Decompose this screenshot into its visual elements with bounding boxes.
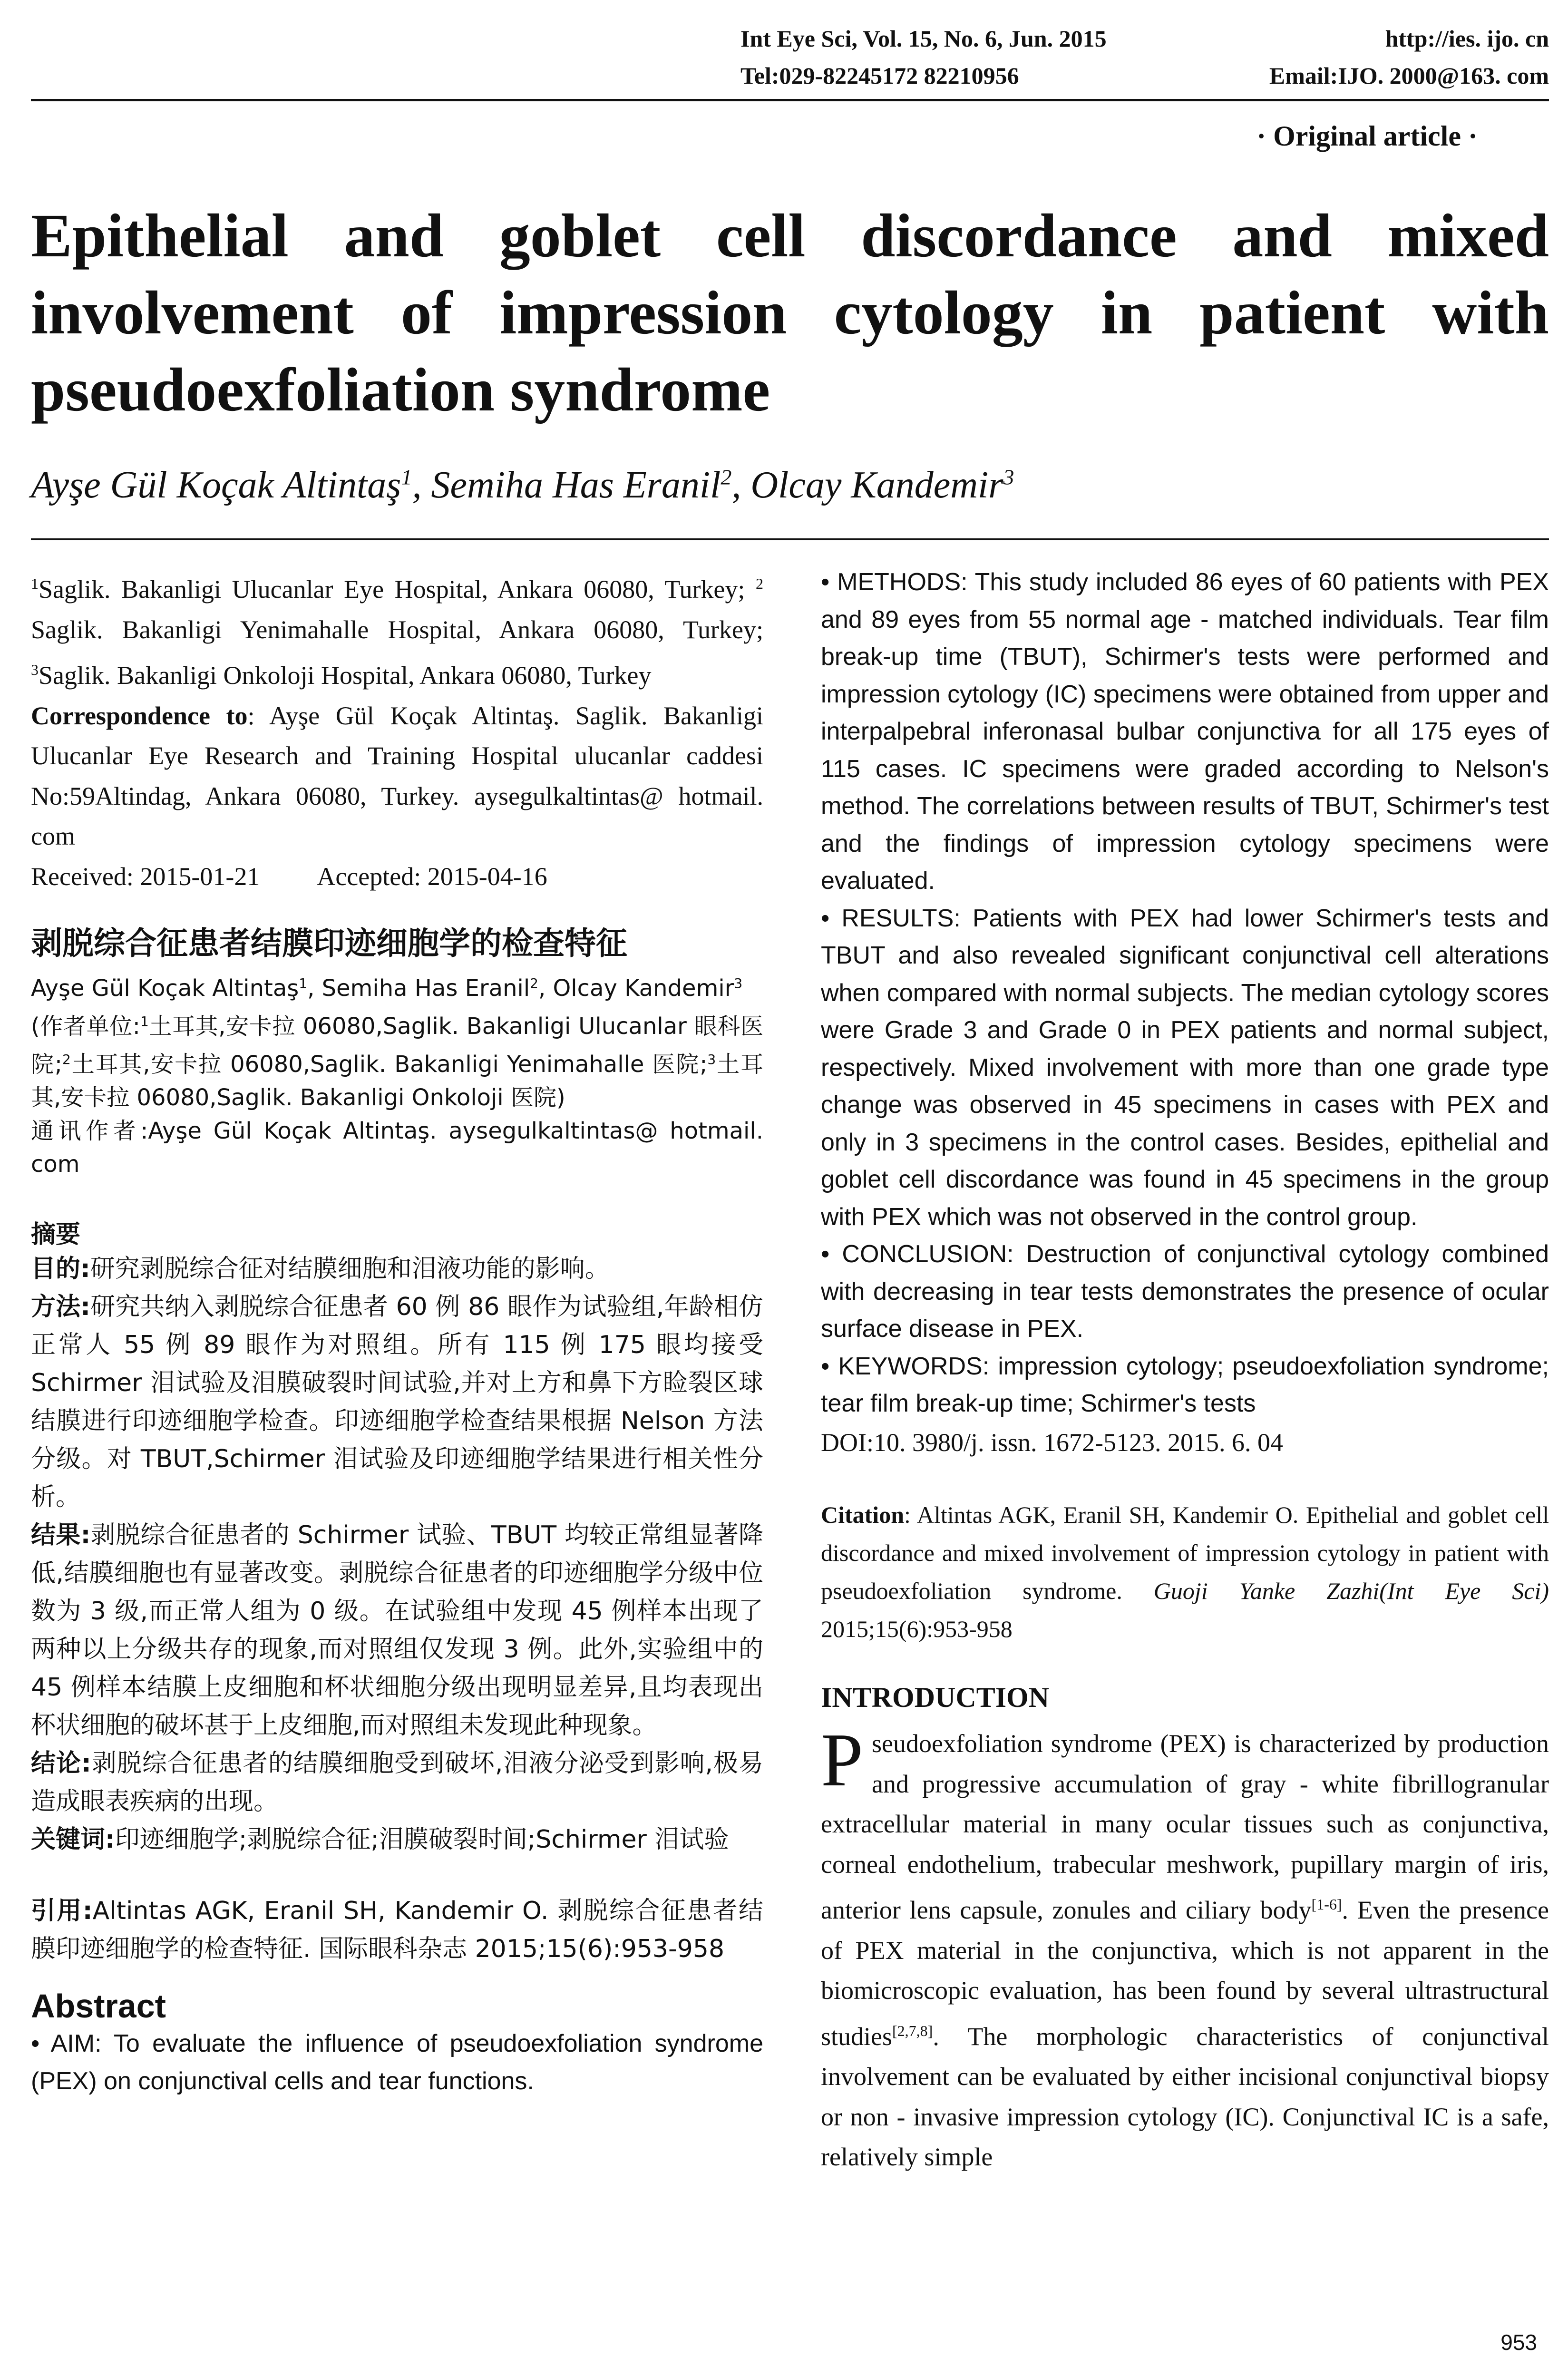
author-3: Olcay Kandemir: [750, 464, 1003, 506]
received-date: Received: 2015-01-21: [31, 862, 260, 891]
intro-text: . Even the presence of PEX material in the conjunctiva, which is not apparent in the biomicroscopic evaluation, has been found by several ultrastructural studies: [821, 1896, 1549, 2051]
abstract-keywords: • KEYWORDS: impression cytology; pseudoexfoliation syndrome; tear film break-up time; Schirmer's tests: [821, 1352, 1549, 1417]
header-journal: Int Eye Sci, Vol. 15, No. 6, Jun. 2015: [740, 25, 1107, 52]
intro-heading: INTRODUCTION: [821, 1682, 1050, 1713]
doi[interactable]: DOI:10. 3980/j. issn. 1672-5123. 2015. 6. 04: [821, 1428, 1283, 1457]
author-1-sup: 1: [401, 465, 412, 489]
citation-text-end: 2015;15(6):953-958: [821, 1616, 1013, 1642]
cn-authors: [31, 967, 763, 1005]
cn-abstract-heading: 摘要: [31, 1220, 81, 1249]
cn-citation: [31, 1892, 763, 1968]
citation-journal: Guoji Yanke Zazhi(Int Eye Sci): [1153, 1578, 1549, 1604]
cn-conclusion-text: 剥脱综合征患者的结膜细胞受到破坏,泪液分泌受到影响,极易造成眼表疾病的出现。: [31, 1749, 764, 1816]
cn-methods: [31, 1288, 763, 1516]
author-line: [31, 464, 1014, 507]
correspondence: [31, 696, 763, 857]
header-email[interactable]: Email:IJO. 2000@163. com: [1269, 62, 1549, 89]
intro-paragraph: [821, 1717, 1549, 2177]
abstract-conclusion: • CONCLUSION: Destruction of conjunctival cytology combined with decreasing in tear tests demonstrates the presence of ocular surface disease in PEX.: [821, 1240, 1549, 1343]
aff-sup: 3: [31, 661, 39, 678]
article-title: Epithelial and goblet cell discordance and mixed involvement of impression cytology in patient with pseudoexfoliation syndrome: [31, 202, 1549, 424]
abstract-aim: • AIM: To evaluate the influence of pseudoexfoliation syndrome (PEX) on conjunctival cells and tear functions.: [31, 2030, 763, 2095]
cn-conclusion: [31, 1744, 763, 1821]
reference-citation[interactable]: [2,7,8]: [892, 2022, 933, 2039]
cn-correspondence: 通讯作者:Ayşe Gül Koçak Altintaş. aysegulkaltintas@ hotmail. com: [31, 1118, 763, 1178]
author-2-sup: 2: [721, 465, 732, 489]
author-1: Ayşe Gül Koçak Altintaş: [31, 464, 401, 506]
author-sep: ,: [731, 464, 751, 506]
cn-affiliations: [31, 1005, 763, 1114]
cn-results-label: 结果:: [31, 1521, 91, 1549]
page-number: 953: [1500, 2330, 1537, 2355]
title-rule: [31, 538, 1549, 540]
aff-sup: 2: [756, 575, 763, 592]
cn-author-text: Ayşe Gül Koçak Altintaş: [31, 975, 299, 1002]
abstract-methods: • METHODS: This study included 86 eyes of 60 patients with PEX and 89 eyes from 55 normal age - matched individuals. Tear film break-up time (TBUT), Schirmer's tests were performed and impression cytology (IC) specimens were obtained from upper and interpalpebral inferonasal bulbar conjunctiva for all 175 eyes of 115 cases. IC specimens were graded according to Nelson's method. The correlations between results of TBUT, Schirmer's test and the findings of impression cytology specimens were evaluated.: [821, 568, 1549, 895]
citation-text: : Altintas AGK, Eranil SH, Kandemir O. Epithelial and goblet cell discordance and mixed involvement of impression cytology in patient with pseudoexfoliation syndrome.: [821, 1501, 1549, 1604]
cn-author-sup: 2: [530, 975, 538, 991]
cn-methods-text: 研究共纳入剥脱综合征患者 60 例 86 眼作为试验组,年龄相仿正常人 55 例 89 眼作为对照组。所有 115 例 175 眼均接受 Schirmer 泪试验及泪膜破裂时间试验,并对上方和鼻下方睑裂区球结膜进行印迹细胞学检查。印迹细胞学检查结果根据 Nelson 方法分级。对 TBUT,Schirmer 泪试验及印迹细胞学结果进行相关性分析。: [31, 1293, 763, 1511]
cn-aff-sup: 2: [62, 1052, 71, 1067]
cn-aff-text: 土耳其,安卡拉 06080,Saglik. Bakanligi Ulucanlar 眼科医院;: [31, 1013, 763, 1078]
citation-label: Citation: [821, 1501, 904, 1528]
intro-text: . The morphologic characteristics of conjunctival involvement can be evaluated by either incisional conjunctival biopsy or non - invasive impression cytology (IC). Conjunctival IC is a safe, relatively simple: [821, 2022, 1549, 2171]
cn-author-text: , Olcay Kandemir: [538, 975, 734, 1002]
header-url[interactable]: http://ies. ijo. cn: [1385, 25, 1549, 52]
affiliations: [31, 564, 763, 696]
correspondence-label: Correspondence to: [31, 701, 248, 730]
cn-aff-text: 土耳其,安卡拉 06080,Saglik. Bakanligi Yenimahalle 医院;: [70, 1051, 708, 1078]
article-type: · Original article ·: [1256, 120, 1478, 152]
cn-results-text: 剥脱综合征患者的 Schirmer 试验、TBUT 均较正常组显著降低,结膜细胞也有显著改变。剥脱综合征患者的印迹细胞学分级中位数为 3 级,而正常人组为 0 级。在试验组中发现 45 例样本出现了两种以上分级共存的现象,而对照组仅发现 3 例。此外,实验组中的 45 例样本结膜上皮细胞和杯状细胞分级出现明显差异,且均表现出杯状细胞的破坏甚于上皮细胞,而对照组未发现此种现象。: [31, 1521, 764, 1740]
author-3-sup: 3: [1003, 465, 1014, 489]
cn-aim-label: 目的:: [31, 1255, 90, 1283]
header-rule: [31, 99, 1549, 101]
cn-title: 剥脱综合征患者结膜印迹细胞学的检查特征: [31, 925, 627, 962]
cn-citation-text: Altintas AGK, Eranil SH, Kandemir O. 剥脱综合征患者结膜印迹细胞学的检查特征. 国际眼科杂志 2015;15(6):953-958: [31, 1897, 763, 1963]
running-header: [740, 20, 1549, 94]
cn-aff-sup: 3: [707, 1052, 716, 1067]
author-2: Semiha Has Eranil: [431, 464, 721, 506]
left-column: [31, 564, 763, 2100]
correspondence-text: : Ayşe Gül Koçak Altintaş. Saglik. Bakanligi Ulucanlar Eye Research and Training Hospital ulucanlar caddesi No:59Altindag, Ankara 06080, Turkey. aysegulkaltintas@ hotmail. com: [31, 701, 763, 850]
header-tel: Tel:029-82245172 82210956: [740, 62, 1019, 89]
cn-aff-text: 土耳其,安卡拉 06080,Saglik. Bakanligi Onkoloji 医院): [31, 1051, 763, 1111]
accepted-date: Accepted: 2015-04-16: [317, 862, 547, 891]
cn-keywords: [31, 1821, 763, 1859]
cn-keywords-label: 关键词:: [31, 1825, 115, 1854]
aff-1: Saglik. Bakanligi Ulucanlar Eye Hospital, Ankara 06080, Turkey;: [39, 575, 756, 604]
cn-aff-text: (作者单位:: [31, 1013, 140, 1040]
cn-author-text: , Semiha Has Eranil: [307, 975, 530, 1002]
abstract-results: • RESULTS: Patients with PEX had lower Schirmer's tests and TBUT and also revealed significant conjunctival cell alterations when compared with normal subjects. The median cytology scores were Grade 3 and Grade 0 in PEX patients and normal subject, respectively. Mixed involvement with more than one grade type change was observed in 45 specimens in cases with PEX and only in 3 specimens in the control cases. Besides, epithelial and goblet cell discordance was found in 45 specimens in the group with PEX which was not observed in the control group.: [821, 904, 1549, 1231]
cn-author-sup: 3: [734, 975, 743, 991]
cn-methods-label: 方法:: [31, 1293, 91, 1321]
abstract-heading: Abstract: [31, 1987, 166, 2025]
cn-aff-sup: 1: [140, 1013, 149, 1029]
dates: [31, 857, 763, 897]
cn-aim: [31, 1250, 763, 1288]
right-column: [821, 564, 1549, 2177]
aff-sup: 1: [31, 575, 39, 592]
cn-results: [31, 1516, 763, 1744]
reference-citation[interactable]: [1-6]: [1311, 1896, 1342, 1913]
aff-3: Saglik. Bakanligi Onkoloji Hospital, Ankara 06080, Turkey: [39, 661, 652, 690]
cn-author-sup: 1: [299, 975, 308, 991]
author-sep: ,: [412, 464, 431, 506]
citation: [821, 1496, 1549, 1648]
cn-citation-label: 引用:: [31, 1897, 93, 1925]
cn-keywords-text: 印迹细胞学;剥脱综合征;泪膜破裂时间;Schirmer 泪试验: [115, 1825, 729, 1854]
cn-conclusion-label: 结论:: [31, 1749, 91, 1778]
aff-2: Saglik. Bakanligi Yenimahalle Hospital, Ankara 06080, Turkey;: [31, 615, 763, 644]
drop-cap: P: [821, 1717, 863, 1802]
intro-text: seudoexfoliation syndrome (PEX) is characterized by production and progressive accumulation of gray - white fibrillogranular extracellular material in many ocular tissues such as conjunctiva, corneal endothelium, trabecular meshwork, pupillary margin of iris, anterior lens capsule, zonules and ciliary body: [821, 1729, 1549, 1924]
cn-aim-text: 研究剥脱综合征对结膜细胞和泪液功能的影响。: [90, 1255, 610, 1283]
